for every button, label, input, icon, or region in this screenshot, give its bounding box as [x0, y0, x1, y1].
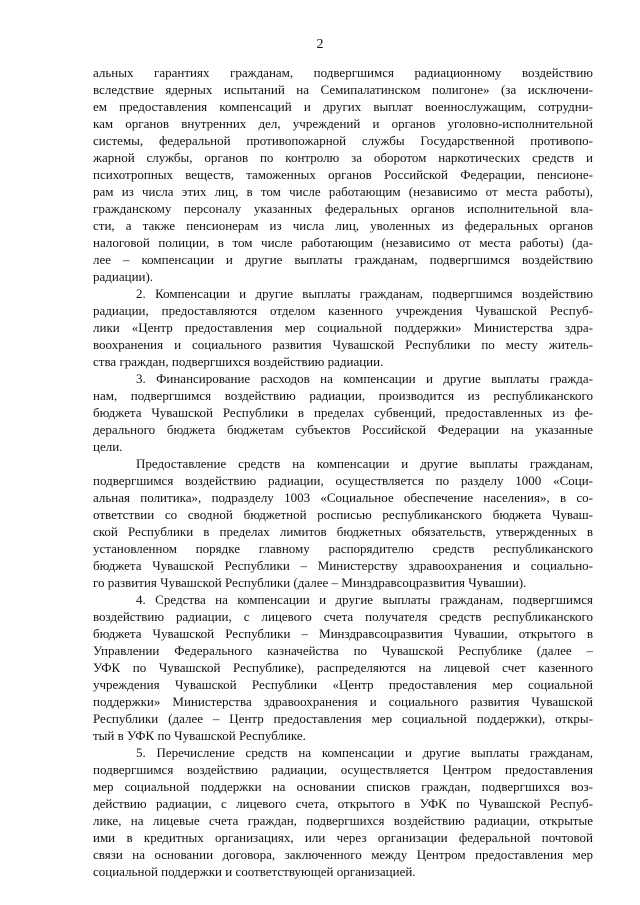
text-line: цели.	[93, 439, 123, 454]
text-line: альных гарантиях гражданам, подвергшимся радиационному воздействию	[93, 65, 593, 80]
text-line: социальной поддержки и соответствующей организацией.	[93, 864, 416, 879]
text-line: 3. Финансирование расходов на компенсации и другие выплаты гражда-	[136, 371, 593, 386]
text-line: связи на основании договора, заключенного между Центром предоставления мер	[93, 847, 593, 862]
text-line: 4. Средства на компенсации и другие выплаты гражданам, подвергшимся	[136, 592, 593, 607]
text-line: воздействию радиации, с лицевого счета получателя средств республиканского	[93, 609, 593, 624]
text-line: 2. Компенсации и другие выплаты гражданам, подвергшимся воздействию	[136, 286, 593, 301]
text-line: тый в УФК по Чувашской Республике.	[93, 728, 306, 743]
text-line: УФК по Чувашской Республике), распределяются на лицевой счет казенного	[93, 660, 593, 675]
text-line: ответствии со сводной бюджетной росписью республиканского бюджета Чуваш-	[93, 507, 593, 522]
text-line: мер социальной поддержки на основании списков граждан, подвергшихся воз-	[93, 779, 593, 794]
text-line: гражданскому персоналу указанных федеральных органов исполнительной вла-	[93, 201, 593, 216]
text-line: лее – компенсации и другие выплаты гражданам, подвергшимся воздействию	[93, 252, 593, 267]
text-line: подвергшимся воздействию радиации, осуществляется Центром предоставления	[93, 762, 593, 777]
text-line: воохранения и социального развития Чувашской Республики по месту житель-	[93, 337, 593, 352]
text-line: психотропных веществ, таможенных органов Российской Федерации, пенсионе-	[93, 167, 593, 182]
text-line: поддержки» Министерства здравоохранения и социального развития Чувашской	[93, 694, 593, 709]
text-line: системы, федеральной противопожарной службы Государственной противопо-	[93, 133, 593, 148]
text-line: кам органов внутренних дел, учреждений и органов уголовно-исполнительной	[93, 116, 593, 131]
text-line: бюджета Чувашской Республики в пределах субвенций, предоставленных из фе-	[93, 405, 593, 420]
text-line: налоговой полиции, в том числе работающим (независимо от места работы) (да-	[93, 235, 593, 250]
text-line: нам, подвергшимся воздействию радиации, производится из республиканского	[93, 388, 593, 403]
text-line: учреждения Чувашской Республики «Центр предоставления мер социальной	[93, 677, 593, 692]
text-line: лики «Центр предоставления мер социальной поддержки» Министерства здра-	[93, 320, 593, 335]
text-line: действию радиации, с лицевого счета, открытого в УФК по Чувашской Респуб-	[93, 796, 593, 811]
text-line: лике, на лицевые счета граждан, подвергшихся воздействию радиации, открытые	[93, 813, 593, 828]
text-line: рам из числа этих лиц, в том числе работающим (независимо от места работы),	[93, 184, 593, 199]
text-line: жарной службы, органов по контролю за оборотом наркотических средств и	[93, 150, 593, 165]
text-line: ими в кредитных организациях, или через организации федеральной почтовой	[93, 830, 593, 845]
text-line: альная политика», подразделу 1003 «Социальное обеспечение населения», в со-	[93, 490, 593, 505]
text-line: ем предоставления компенсаций и других выплат военнослужащим, сотрудни-	[93, 99, 593, 114]
text-line: Управлении Федерального казначейства по Чувашской Республике (далее –	[93, 643, 593, 658]
text-line: сти, а также пенсионерам из числа лиц, уволенных из федеральных органов	[93, 218, 593, 233]
text-line: подвергшимся воздействию радиации, осуществляется по разделу 1000 «Соци-	[93, 473, 593, 488]
text-line: бюджета Чувашской Республики – Минздравсоцразвития Чувашии, открытого в	[93, 626, 593, 641]
text-line: Республики (далее – Центр предоставления мер социальной поддержки), откры-	[93, 711, 593, 726]
text-line: ства граждан, подвергшихся воздействию радиации.	[93, 354, 384, 369]
document-body	[93, 64, 593, 880]
text-line: бюджета Чувашской Республики – Министерству здравоохранения и социально-	[93, 558, 593, 573]
page-number: 2	[316, 37, 324, 52]
text-line: Предоставление средств на компенсации и другие выплаты гражданам,	[136, 456, 593, 471]
text-line: радиации, предоставляются отделом казенного учреждения Чувашской Респуб-	[93, 303, 593, 318]
text-line: установленном порядке главному распорядителю средств республиканского	[93, 541, 593, 556]
text-line: 5. Перечисление средств на компенсации и другие выплаты гражданам,	[136, 745, 593, 760]
text-line: го развития Чувашской Республики (далее – Минздравсоцразвития Чувашии).	[93, 575, 527, 590]
text-line: дерального бюджета бюджетам субъектов Российской Федерации на указанные	[93, 422, 593, 437]
text-line: вследствие ядерных испытаний на Семипалатинском полигоне» (за исключени-	[93, 82, 593, 97]
text-line: радиации).	[93, 269, 154, 284]
text-line: ской Республики в пределах лимитов бюджетных обязательств, утвержденных в	[93, 524, 593, 539]
